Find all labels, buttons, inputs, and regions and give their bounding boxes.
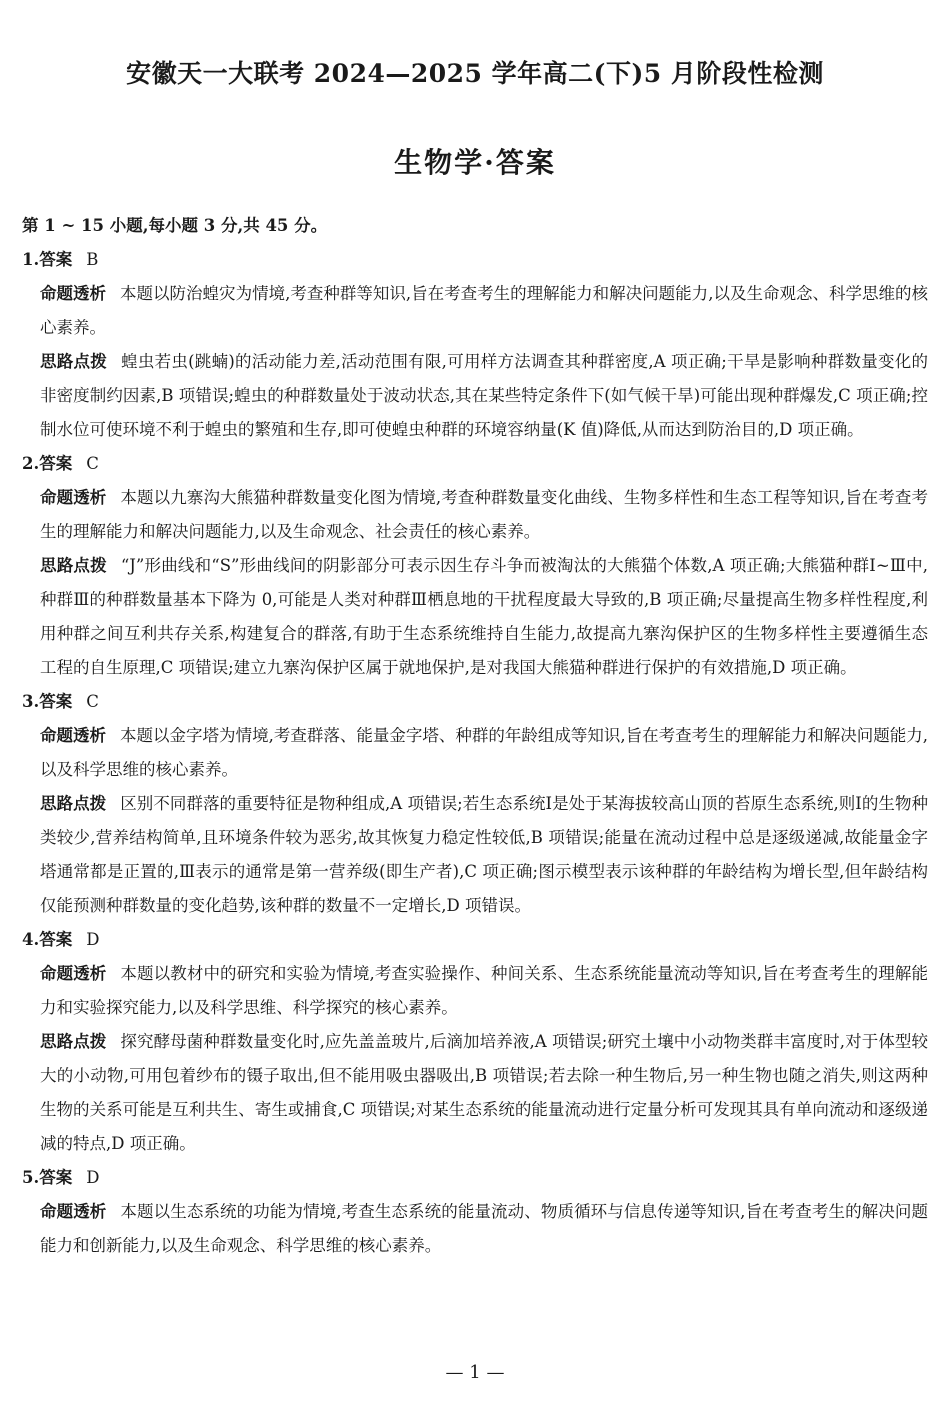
- hint-paragraph: [40, 549, 928, 685]
- question-number: 1.: [22, 250, 40, 269]
- question-item: [22, 923, 928, 1161]
- hint-text: “J”形曲线和“S”形曲线间的阴影部分可表示因生存斗争而被淘汰的大熊猫个体数,A 项正确;大熊猫种群Ⅰ~Ⅲ中,种群Ⅲ的种群数量基本下降为 0,可能是人类对种群Ⅲ栖息地的干扰程度最大导致的,B 项正确;尽量提高生物多样性程度,利用种群之间互利共存关系,构建复合的群落,有助于生态系统维持自生能力,故提高九寨沟保护区的生物多样性主要遵循生态工程的自生原理,C 项错误;建立九寨沟保护区属于就地保护,是对我国大熊猫种群进行保护的有效措施,D 项正确。: [40, 556, 929, 677]
- analysis-paragraph: [40, 957, 928, 1025]
- hint-label: 思路点拨: [40, 794, 107, 813]
- analysis-label: 命题透析: [40, 488, 107, 507]
- answer-value: C: [86, 692, 99, 711]
- question-number: 3.: [22, 692, 40, 711]
- analysis-label: 命题透析: [40, 726, 107, 745]
- question-number: 4.: [22, 930, 40, 949]
- document-subtitle: 生物学·答案: [394, 146, 556, 179]
- answer-value: D: [86, 1168, 100, 1187]
- analysis-label: 命题透析: [40, 1202, 107, 1221]
- analysis-paragraph: [40, 719, 928, 787]
- analysis-label: 命题透析: [40, 964, 107, 983]
- hint-text: 探究酵母菌种群数量变化时,应先盖盖玻片,后滴加培养液,A 项错误;研究土壤中小动物类群丰富度时,对于体型较大的小动物,可用包着纱布的镊子取出,但不能用吸虫器吸出,B 项错误;若去除一种生物后,另一种生物也随之消失,则这两种生物的关系可能是互利共生、寄生或捕食,C 项错误;对某生态系统的能量流动进行定量分析可发现其具有单向流动和逐级递减的特点,D 项正确。: [40, 1032, 929, 1153]
- hint-text: 蝗虫若虫(跳蝻)的活动能力差,活动范围有限,可用样方法调查其种群密度,A 项正确;干旱是影响种群数量变化的非密度制约因素,B 项错误;蝗虫的种群数量处于波动状态,其在某些特定条件下(如气候干旱)可能出现种群爆发,C 项正确;控制水位可使环境不利于蝗虫的繁殖和生存,即可使蝗虫种群的环境容纳量(K 值)降低,从而达到防治目的,D 项正确。: [40, 352, 928, 439]
- answer-value: B: [86, 250, 99, 269]
- analysis-paragraph: [40, 1195, 928, 1263]
- answer-value: C: [86, 454, 99, 473]
- question-answer-line: [22, 923, 928, 957]
- question-item: [22, 243, 928, 447]
- answer-label: 答案: [39, 930, 73, 949]
- page-number: — 1 —: [445, 1362, 505, 1383]
- hint-label: 思路点拨: [40, 352, 108, 371]
- analysis-text: 本题以九寨沟大熊猫种群数量变化图为情境,考查种群数量变化曲线、生物多样性和生态工程等知识,旨在考查考生的理解能力和解决问题能力,以及生命观念、社会责任的核心素养。: [40, 488, 928, 541]
- hint-paragraph: [40, 787, 928, 923]
- hint-text: 区别不同群落的重要特征是物种组成,A 项错误;若生态系统Ⅰ是处于某海拔较高山顶的苔原生态系统,则Ⅰ的生物种类较少,营养结构简单,且环境条件较为恶劣,故其恢复力稳定性较低,B 项错误;能量在流动过程中总是逐级递减,故能量金字塔通常都是正置的,Ⅲ表示的通常是第一营养级(即生产者),C 项正确;图示模型表示该种群的年龄结构为增长型,但年龄结构仅能预测种群数量的变化趋势,该种群的数量不一定增长,D 项错误。: [40, 794, 929, 915]
- answer-value: D: [86, 930, 100, 949]
- answer-label: 答案: [39, 454, 73, 473]
- document-title: 安徽天一大联考 2024—2025 学年高二(下)5 月阶段性检测: [126, 59, 824, 88]
- answer-label: 答案: [39, 1168, 73, 1187]
- question-item: [22, 1161, 928, 1263]
- analysis-text: 本题以防治蝗灾为情境,考查种群等知识,旨在考查考生的理解能力和解决问题能力,以及生命观念、科学思维的核心素养。: [40, 284, 928, 337]
- question-item: [22, 685, 928, 923]
- hint-paragraph: [40, 345, 928, 447]
- analysis-paragraph: [40, 481, 928, 549]
- analysis-text: 本题以金字塔为情境,考查群落、能量金字塔、种群的年龄组成等知识,旨在考查考生的理解能力和解决问题能力,以及科学思维的核心素养。: [40, 726, 928, 779]
- hint-label: 思路点拨: [40, 556, 107, 575]
- question-item: [22, 447, 928, 685]
- analysis-text: 本题以生态系统的功能为情境,考查生态系统的能量流动、物质循环与信息传递等知识,旨在考查考生的解决问题能力和创新能力,以及生命观念、科学思维的核心素养。: [40, 1202, 928, 1255]
- question-answer-line: [22, 685, 928, 719]
- question-number: 5.: [22, 1168, 40, 1187]
- question-number: 2.: [22, 454, 40, 473]
- answer-content: [22, 209, 928, 1263]
- question-answer-line: [22, 243, 928, 277]
- analysis-paragraph: [40, 277, 928, 345]
- analysis-label: 命题透析: [40, 284, 107, 303]
- answer-label: 答案: [39, 692, 73, 711]
- hint-paragraph: [40, 1025, 928, 1161]
- answer-label: 答案: [39, 250, 73, 269]
- section-intro: 第 1 ~ 15 小题,每小题 3 分,共 45 分。: [22, 216, 328, 235]
- question-answer-line: [22, 447, 928, 481]
- analysis-text: 本题以教材中的研究和实验为情境,考查实验操作、种间关系、生态系统能量流动等知识,旨在考查考生的理解能力和实验探究能力,以及科学思维、科学探究的核心素养。: [40, 964, 928, 1017]
- question-answer-line: [22, 1161, 928, 1195]
- question-list: [22, 243, 928, 1263]
- hint-label: 思路点拨: [40, 1032, 107, 1051]
